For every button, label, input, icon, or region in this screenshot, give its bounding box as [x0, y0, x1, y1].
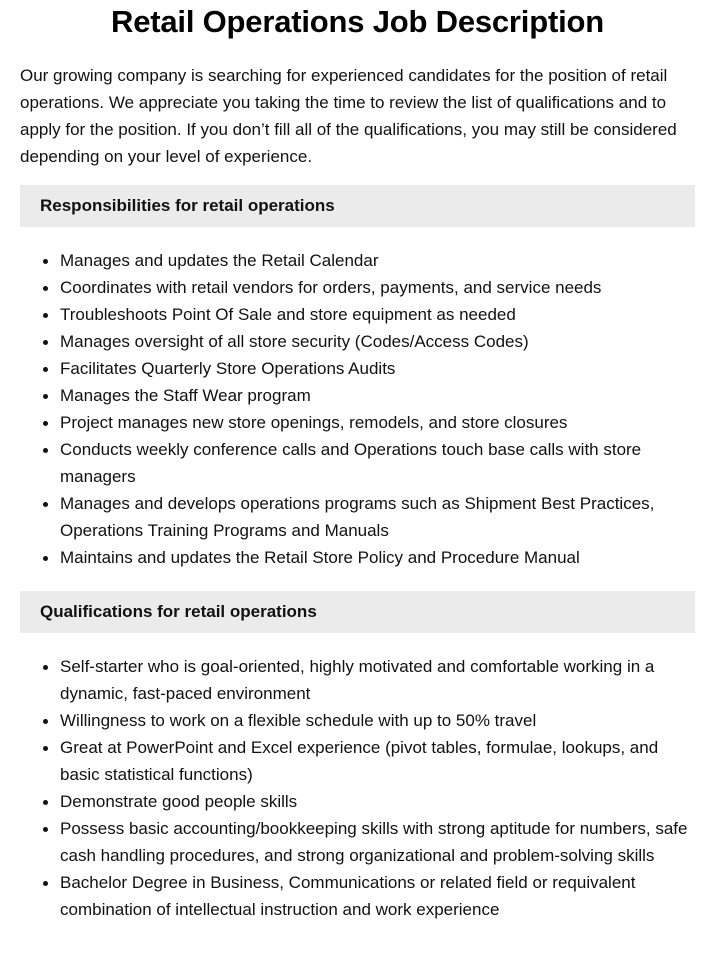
- list-item: Demonstrate good people skills: [60, 788, 695, 815]
- qualifications-heading: Qualifications for retail operations: [20, 591, 695, 633]
- list-item: Manages oversight of all store security (Codes/Access Codes): [60, 328, 695, 355]
- list-item: Troubleshoots Point Of Sale and store equipment as needed: [60, 301, 695, 328]
- intro-paragraph: Our growing company is searching for experienced candidates for the position of retail operations. We appreciate you taking the time to review the list of qualifications and to apply for the position. If you don’t fill all of the qualifications, you may still be considered depending on your level of experience.: [20, 66, 677, 166]
- responsibilities-heading: Responsibilities for retail operations: [20, 185, 695, 227]
- list-item: Manages the Staff Wear program: [60, 382, 695, 409]
- qualifications-list: [20, 653, 695, 923]
- list-item: Possess basic accounting/bookkeeping skills with strong aptitude for numbers, safe cash handling procedures, and strong organizational and problem-solving skills: [60, 815, 695, 869]
- list-item: Bachelor Degree in Business, Communications or related field or requivalent combination of intellectual instruction and work experience: [60, 869, 695, 923]
- list-item: Facilitates Quarterly Store Operations Audits: [60, 355, 695, 382]
- responsibilities-list: [20, 247, 695, 571]
- list-item: Project manages new store openings, remodels, and store closures: [60, 409, 695, 436]
- list-item: Coordinates with retail vendors for orders, payments, and service needs: [60, 274, 695, 301]
- list-item: Self-starter who is goal-oriented, highly motivated and comfortable working in a dynamic, fast-paced environment: [60, 653, 695, 707]
- list-item: Conducts weekly conference calls and Operations touch base calls with store managers: [60, 436, 695, 490]
- list-item: Maintains and updates the Retail Store Policy and Procedure Manual: [60, 544, 695, 571]
- page-title: Retail Operations Job Description: [111, 4, 604, 39]
- list-item: Manages and develops operations programs such as Shipment Best Practices, Operations Training Programs and Manuals: [60, 490, 695, 544]
- list-item: Willingness to work on a flexible schedule with up to 50% travel: [60, 707, 695, 734]
- list-item: Great at PowerPoint and Excel experience (pivot tables, formulae, lookups, and basic statistical functions): [60, 734, 695, 788]
- list-item: Manages and updates the Retail Calendar: [60, 247, 695, 274]
